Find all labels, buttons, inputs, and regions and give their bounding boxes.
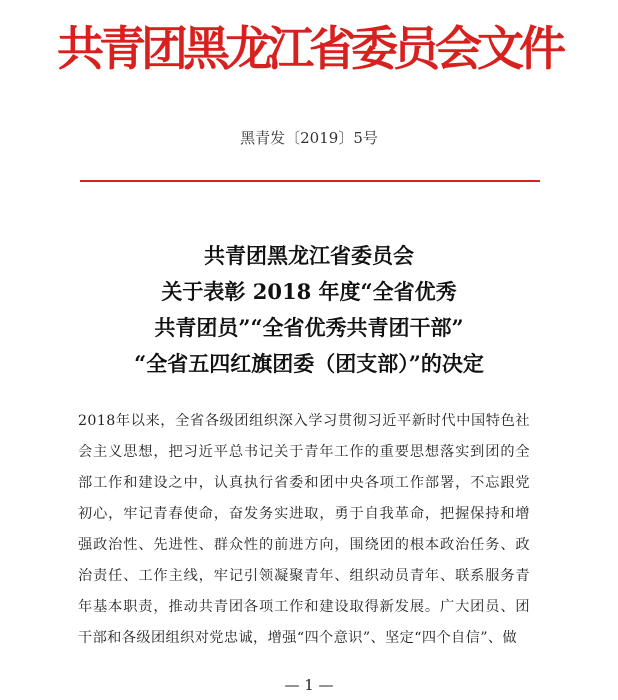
decision-title-line-3: 共青团员”“全省优秀共青团干部”	[154, 315, 464, 340]
page-number: — 1 —	[284, 676, 334, 694]
decision-title	[0, 238, 618, 382]
decision-title-line-4: “全省五四红旗团委（团支部）”的决定	[134, 351, 484, 376]
decision-title-line-1: 共青团黑龙江省委员会	[204, 243, 414, 268]
body-paragraph: 2018年以来，全省各级团组织深入学习贯彻习近平新时代中国特色社会主义思想，把习近平总书记关于青年工作的重要思想落实到团的全部工作和建设之中，认真执行省委和团中央各项工作部署，不忘跟党初心，牢记青春使命，奋发务实进取，勇于自我革命，把握保持和增强政治性、先进性、群众性的前进方向，围绕团的根本政治任务、政治责任、工作主线，牢记引领凝聚青年、组织动员青年、联系服务青年基本职责，推动共青团各项工作和建设取得新发展。广大团员、团干部和各级团组织对党忠诚，增强“四个意识”、坚定“四个自信”、做	[78, 413, 530, 646]
document-number: 黑青发〔2019〕5号	[240, 129, 378, 147]
red-divider-line	[80, 180, 540, 182]
decision-title-line-2: 关于表彰 2018 年度“全省优秀	[161, 279, 457, 304]
document-header-title: 共青团黑龙江省委员会文件	[57, 22, 561, 77]
